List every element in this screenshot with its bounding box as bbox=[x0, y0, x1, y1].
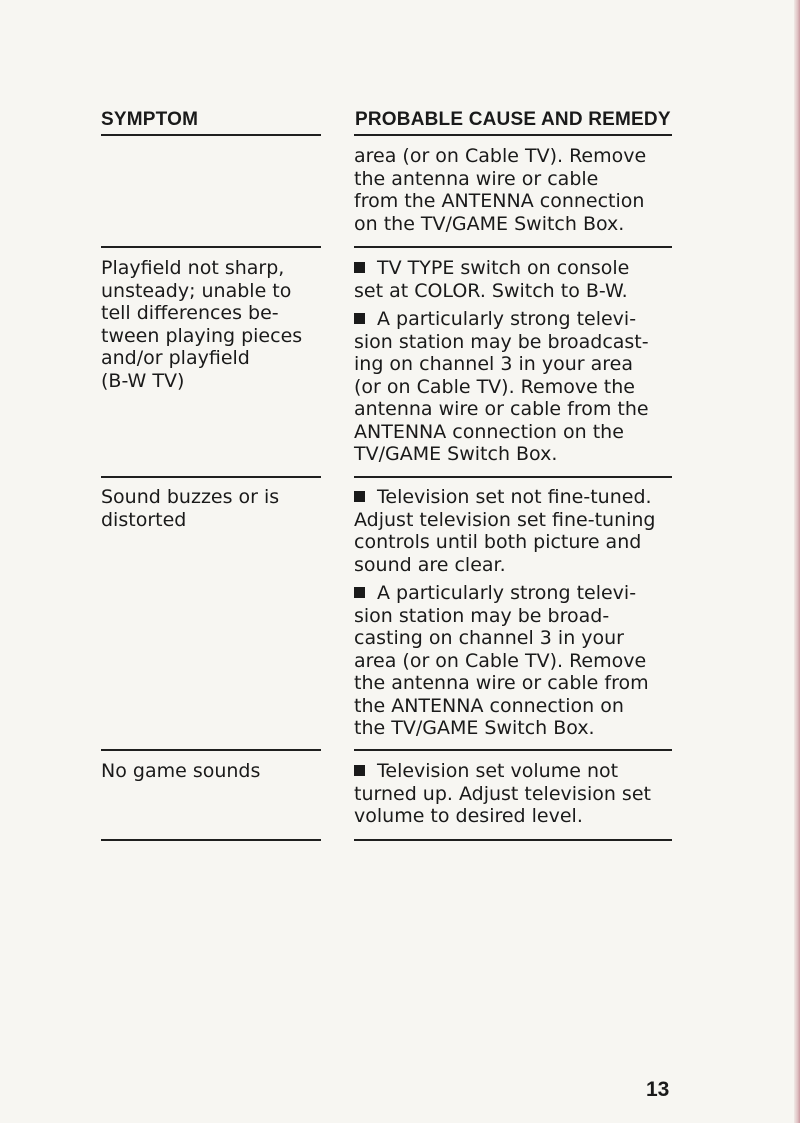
symptom-cell bbox=[101, 257, 331, 392]
rule-right bbox=[354, 246, 672, 248]
remedy-line: Television set not fine-tuned. bbox=[377, 486, 652, 508]
rule-left bbox=[101, 476, 321, 478]
remedy-line: the TV/GAME Switch Box. bbox=[354, 717, 595, 739]
rule-left bbox=[101, 246, 321, 248]
remedy-line: casting on channel 3 in your bbox=[354, 627, 624, 649]
remedy-line: antenna wire or cable from the bbox=[354, 398, 649, 420]
symptom-line: and/or playfield bbox=[101, 347, 250, 369]
remedy-paragraph bbox=[354, 308, 684, 466]
page-edge bbox=[794, 0, 800, 1123]
symptom-line: distorted bbox=[101, 508, 187, 531]
symptom-line: (B-W TV) bbox=[101, 369, 185, 392]
remedy-paragraph bbox=[354, 582, 684, 740]
remedy-line: area (or on Cable TV). Remove bbox=[354, 145, 647, 167]
bullet-icon bbox=[354, 313, 365, 324]
remedy-line: sion station may be broadcast- bbox=[354, 330, 649, 353]
remedy-line: TV TYPE switch on console bbox=[377, 257, 630, 279]
symptom-line: unsteady; unable to bbox=[101, 279, 292, 302]
rule-left bbox=[101, 839, 321, 841]
symptom-line: No game sounds bbox=[101, 760, 261, 782]
remedy-line: (or on Cable TV). Remove the bbox=[354, 375, 635, 398]
remedy-line: sion station may be broad- bbox=[354, 604, 610, 627]
rule-right bbox=[354, 749, 672, 751]
remedy-line: sound are clear. bbox=[354, 553, 506, 576]
remedy-cell bbox=[354, 145, 684, 241]
remedy-line: A particularly strong televi- bbox=[377, 582, 637, 604]
remedy-line: controls until both picture and bbox=[354, 531, 642, 553]
remedy-paragraph bbox=[354, 486, 684, 576]
remedy-cell bbox=[354, 760, 684, 834]
remedy-line: ing on channel 3 in your area bbox=[354, 353, 633, 375]
rule-left bbox=[101, 749, 321, 751]
remedy-line: set at COLOR. Switch to B-W. bbox=[354, 279, 628, 302]
remedy-cell bbox=[354, 486, 684, 746]
bullet-icon bbox=[354, 765, 365, 776]
remedy-line: turned up. Adjust television set bbox=[354, 782, 651, 805]
symptom-line: Sound buzzes or is bbox=[101, 486, 280, 508]
rule-right bbox=[354, 839, 672, 841]
remedy-line: volume to desired level. bbox=[354, 805, 583, 827]
rule-right bbox=[354, 134, 672, 136]
symptom-line: tell differences be- bbox=[101, 302, 279, 324]
remedy-line: the antenna wire or cable from bbox=[354, 672, 649, 694]
remedy-line: ANTENNA connection on the bbox=[354, 420, 624, 443]
bullet-icon bbox=[354, 491, 365, 502]
page-number: 13 bbox=[646, 1078, 670, 1101]
cause-header: PROBABLE CAUSE AND REMEDY bbox=[355, 109, 671, 130]
symptom-line: tween playing pieces bbox=[101, 324, 303, 347]
remedy-line: Adjust television set fine-tuning bbox=[354, 508, 656, 531]
bullet-icon bbox=[354, 587, 365, 598]
symptom-cell bbox=[101, 486, 331, 531]
symptom-header: SYMPTOM bbox=[101, 109, 199, 130]
remedy-paragraph bbox=[354, 257, 684, 302]
remedy-line: Television set volume not bbox=[377, 760, 619, 782]
remedy-line: TV/GAME Switch Box. bbox=[354, 443, 558, 465]
remedy-line: the ANTENNA connection on bbox=[354, 694, 624, 717]
remedy-line: area (or on Cable TV). Remove bbox=[354, 649, 647, 672]
remedy-line: from the ANTENNA connection bbox=[354, 190, 645, 212]
remedy-paragraph bbox=[354, 760, 684, 828]
remedy-line: A particularly strong televi- bbox=[377, 308, 637, 330]
rule-right bbox=[354, 476, 672, 478]
remedy-line: on the TV/GAME Switch Box. bbox=[354, 212, 625, 235]
symptom-line: Playfield not sharp, bbox=[101, 257, 285, 279]
rule-left bbox=[101, 134, 321, 136]
bullet-icon bbox=[354, 262, 365, 273]
remedy-cell bbox=[354, 257, 684, 472]
remedy-line: the antenna wire or cable bbox=[354, 167, 599, 190]
remedy-paragraph bbox=[354, 145, 684, 235]
symptom-cell bbox=[101, 760, 331, 783]
